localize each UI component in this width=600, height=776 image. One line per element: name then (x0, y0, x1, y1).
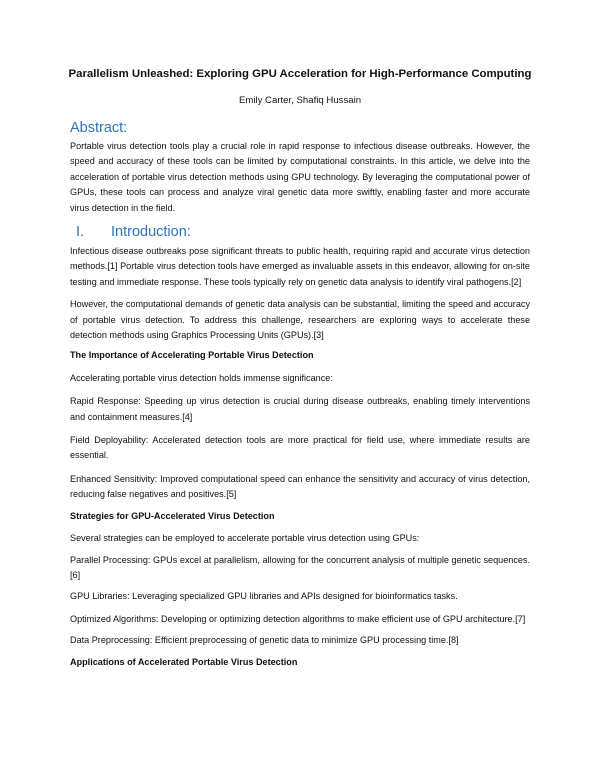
strategy-item: GPU Libraries: Leveraging specialized GPU libraries and APIs designed for bioinformatics tasks. (70, 591, 458, 602)
subsection-heading-importance: The Importance of Accelerating Portable Virus Detection (70, 350, 314, 361)
abstract-heading: Abstract: (70, 120, 128, 136)
intro-paragraph: Infectious disease outbreaks pose significant threats to public health, requiring rapid and accurate virus detection methods.[1] Portable virus detection tools have emerged as invaluable assets in this endeavor, allowing for on-site testing and immediate response. These tools typically rely on genetic data analysis to identify viral pathogens.[2] (70, 246, 530, 287)
paper-authors: Emily Carter, Shafiq Hussain (238, 95, 362, 106)
paper-title: Parallelism Unleashed: Exploring GPU Acceleration for High-Performance Computing (68, 68, 532, 80)
introduction-body (70, 244, 530, 670)
section-number: I. (76, 224, 85, 240)
importance-item: Field Deployability: Accelerated detection tools are more practical for field use, where immediate results are essential. (70, 435, 530, 461)
introduction-heading (76, 224, 191, 240)
abstract-body (70, 139, 530, 216)
subsection-heading-applications: Applications of Accelerated Portable Virus Detection (70, 656, 298, 667)
section-title: Introduction: (111, 224, 191, 240)
abstract-paragraph: Portable virus detection tools play a crucial role in rapid response to infectious disease outbreaks. However, the speed and accuracy of these tools can be limited by computational constraints. In this article, we delve into the acceleration of portable virus detection methods using GPU technology. By leveraging the computational power of GPUs, these tools can process and analyze viral genetic data more swiftly, enabling faster and more accurate virus detection in the field. (70, 141, 530, 213)
importance-intro: Accelerating portable virus detection holds immense significance: (70, 372, 333, 383)
strategies-intro: Several strategies can be employed to accelerate portable virus detection using GPUs: (70, 533, 420, 544)
strategy-item: Data Preprocessing: Efficient preprocessing of genetic data to minimize GPU processing time.[8] (70, 635, 459, 646)
subsection-heading-strategies: Strategies for GPU-Accelerated Virus Detection (70, 510, 275, 521)
intro-paragraph: However, the computational demands of genetic data analysis can be substantial, limiting the speed and accuracy of portable virus detection. To address this challenge, researchers are exploring ways to accelerate these detection methods using Graphics Processing Units (GPUs).[3] (70, 299, 530, 341)
importance-item: Rapid Response: Speeding up virus detection is crucial during disease outbreaks, enabling timely interventions and containment measures.[4] (70, 396, 530, 422)
strategy-item: Optimized Algorithms: Developing or optimizing detection algorithms to make efficient use of GPU architecture.[7] (70, 613, 526, 624)
importance-item: Enhanced Sensitivity: Improved computational speed can enhance the sensitivity and accuracy of virus detection, reducing false negatives and positives.[5] (70, 473, 530, 500)
strategy-item: Parallel Processing: GPUs excel at parallelism, allowing for the concurrent analysis of multiple genetic sequences.[6] (70, 554, 530, 580)
